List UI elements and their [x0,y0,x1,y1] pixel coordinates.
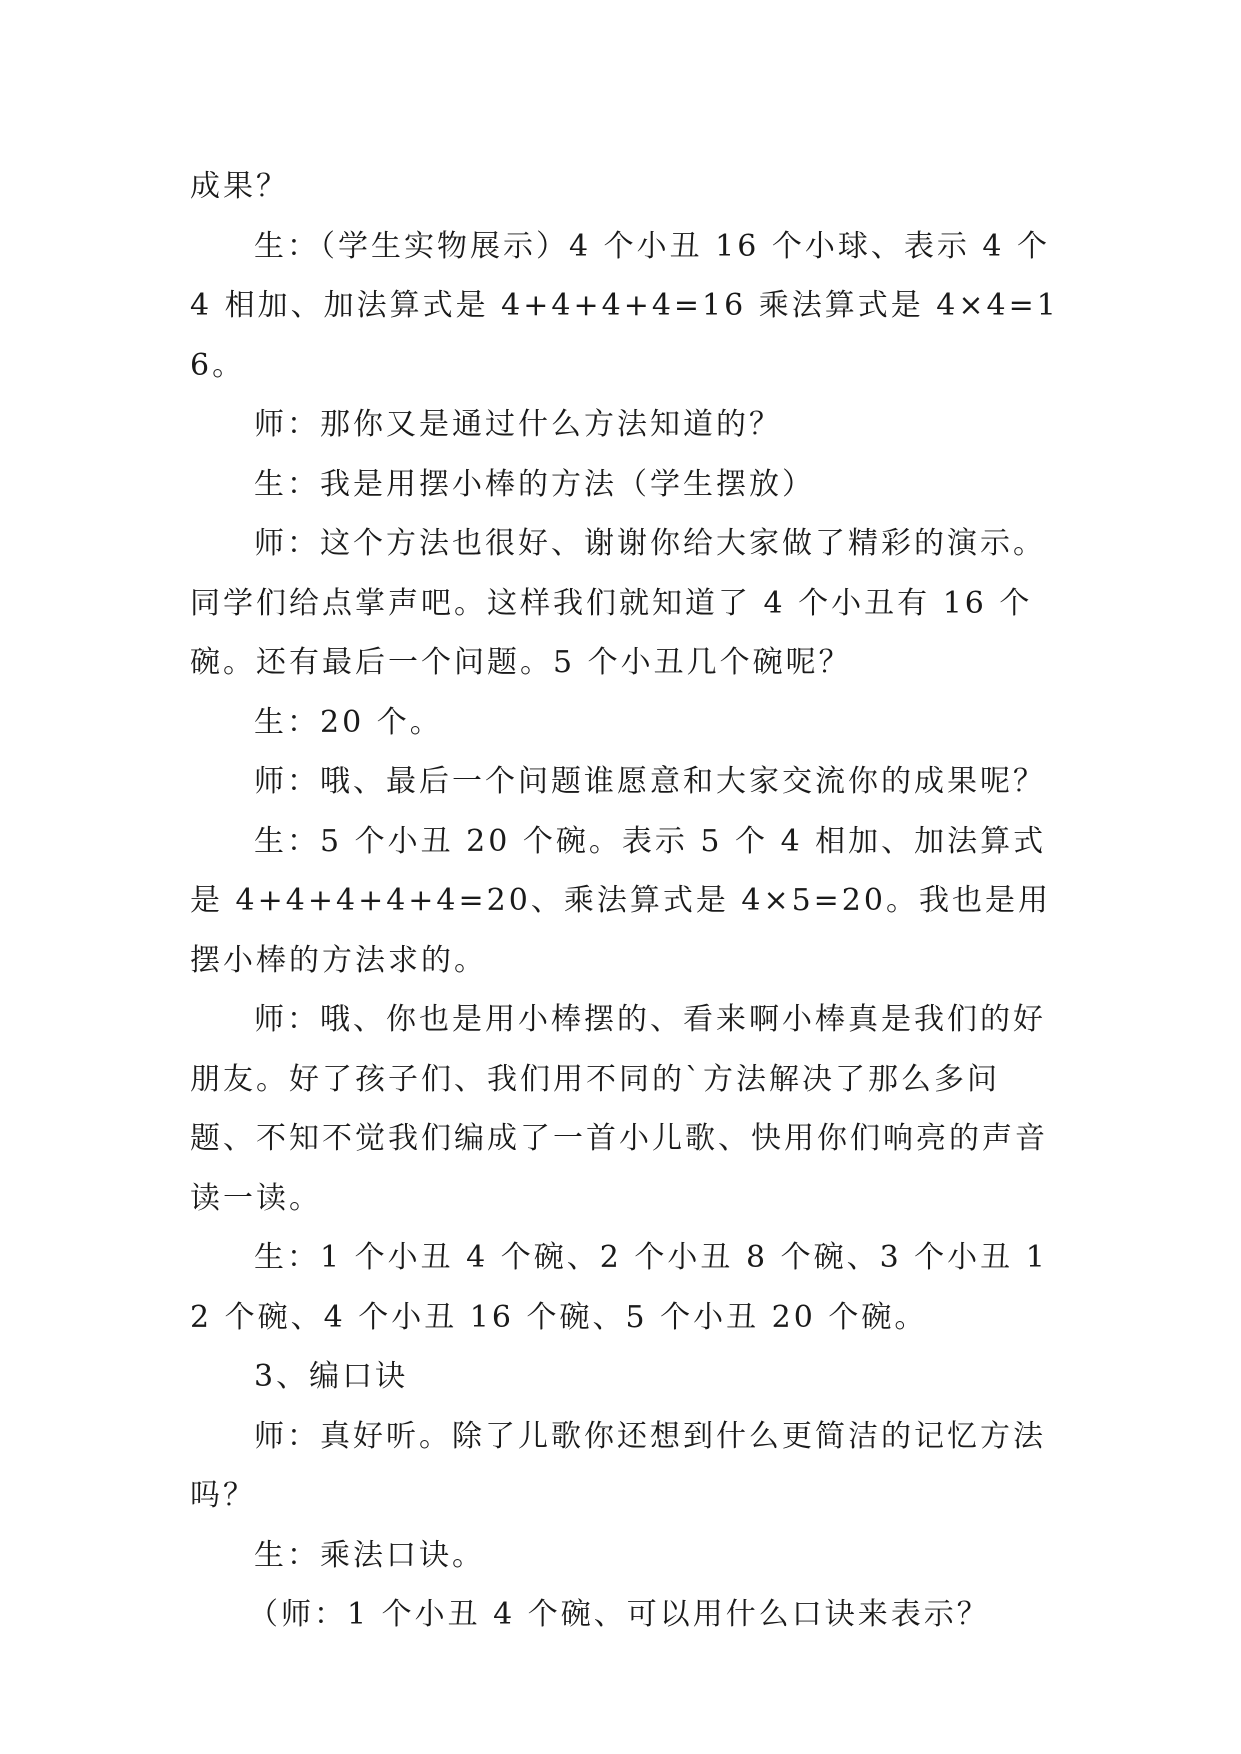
paragraph-7: 师：哦、最后一个问题谁愿意和大家交流你的成果呢？ [254,764,1046,799]
paragraph-1: 成果？ [190,169,289,204]
paragraph-14: （师：1 个小丑 4 个碗、可以用什么口诀来表示？ [248,1597,990,1632]
section-heading-3: 3、编口诀 [254,1359,409,1394]
paragraph-6: 生：20 个。 [254,704,443,740]
paragraph-10: 生：1 个小丑 4 个碗、2 个小丑 8 个碗、3 个小丑 12 个碗、4 个小丑 16 个碗、5 个小丑 20 个碗。 [190,1240,1048,1335]
paragraph-9: 师：哦、你也是用小棒摆的、看来啊小棒真是我们的好朋友。好了孩子们、我们用不同的`方法解决了那么多问题、不知不觉我们编成了一首小儿歌、快用你们响亮的声音读一读。 [190,1002,1048,1216]
paragraph-2: 生：（学生实物展示）4 个小丑 16 个小球、表示 4 个 4 相加、加法算式是 4+4+4+4=16 乘法算式是 4×4=16。 [190,228,1059,383]
paragraph-12: 师：真好听。除了儿歌你还想到什么更简洁的记忆方法吗？ [190,1418,1046,1513]
paragraph-5: 师：这个方法也很好、谢谢你给大家做了精彩的演示。同学们给点掌声吧。这样我们就知道了 4 个小丑有 16 个碗。还有最后一个问题。5 个小丑几个碗呢？ [190,526,1046,680]
paragraph-3: 师：那你又是通过什么方法知道的？ [254,407,782,442]
paragraph-8: 生：5 个小丑 20 个碗。表示 5 个 4 相加、加法算式是 4+4+4+4+4=20、乘法算式是 4×5=20。我也是用摆小棒的方法求的。 [190,823,1051,978]
paragraph-13: 生：乘法口诀。 [254,1537,485,1573]
paragraph-4: 生：我是用摆小棒的方法（学生摆放） [254,466,815,502]
document-body [190,157,1060,1645]
